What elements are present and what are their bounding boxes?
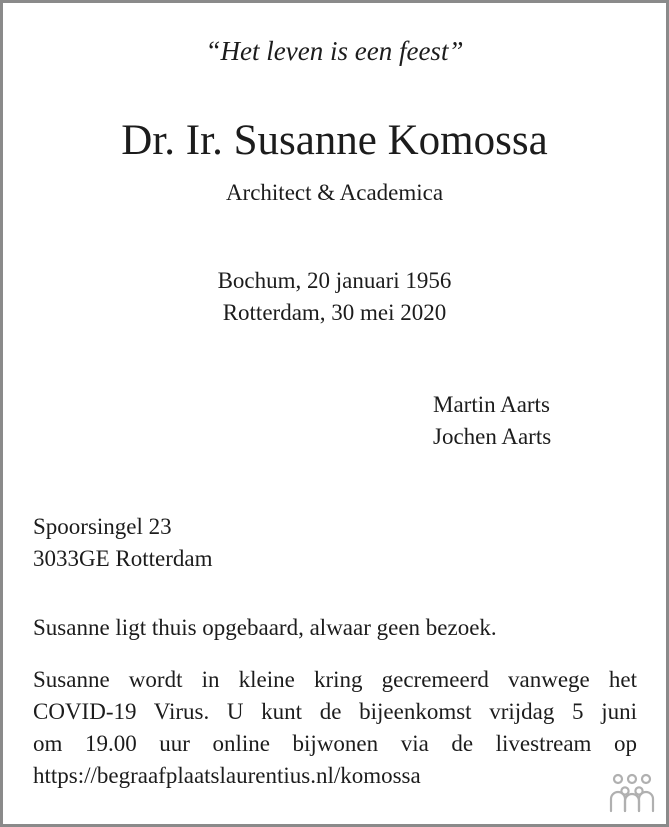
correspondence-address <box>33 511 213 575</box>
family-names <box>433 389 551 453</box>
cremation-notice-line: Susanne wordt in kleine kring gecremeerd vanwege het <box>33 667 637 692</box>
people-group-icon <box>607 773 657 813</box>
lying-in-state-notice: Susanne ligt thuis opgebaard, alwaar geen bezoek. <box>33 615 497 640</box>
cremation-notice-line: om 19.00 uur online bijwonen via de livestream op <box>33 731 637 756</box>
life-dates <box>0 265 669 329</box>
family-member: Martin Aarts <box>433 392 550 417</box>
birth-place-date: Bochum, 20 januari 1956 <box>217 268 452 293</box>
death-place-date: Rotterdam, 30 mei 2020 <box>222 300 447 325</box>
profession: Architect & Academica <box>225 180 444 205</box>
address-street: Spoorsingel 23 <box>33 514 172 539</box>
cremation-notice-line: COVID-19 Virus. U kunt de bijeenkomst vrijdag 5 juni <box>33 699 637 724</box>
address-city: 3033GE Rotterdam <box>33 546 213 571</box>
cremation-notice <box>33 664 637 792</box>
deceased-name: Dr. Ir. Susanne Komossa <box>121 117 548 164</box>
motto-quote: “Het leven is een feest” <box>205 36 464 66</box>
livestream-link[interactable]: https://begraafplaatslaurentius.nl/komossa <box>33 763 421 788</box>
family-member: Jochen Aarts <box>433 424 552 449</box>
